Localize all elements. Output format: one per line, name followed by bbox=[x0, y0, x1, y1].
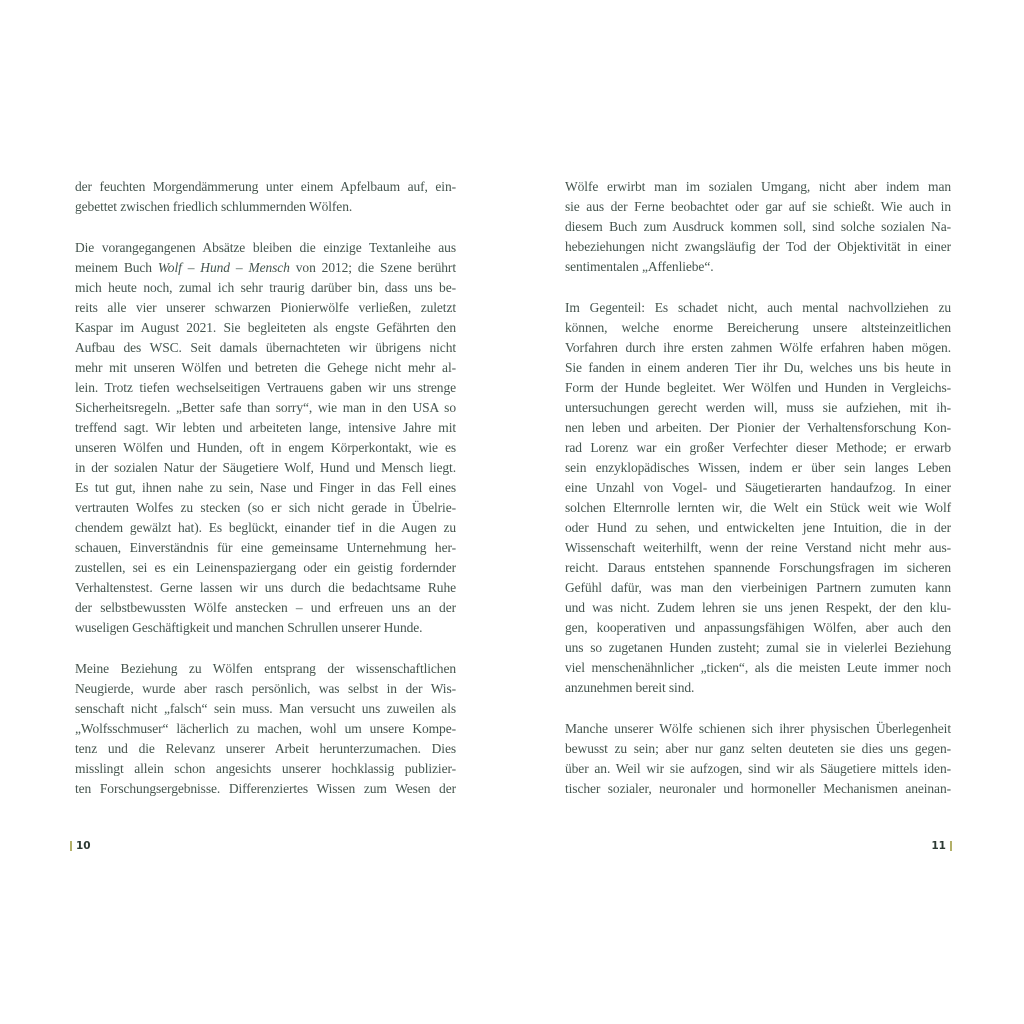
text-line bbox=[565, 177, 951, 197]
text-segment: Sicherheitsregeln. „Better safe than sorry“, wie man in den USA so bbox=[75, 400, 456, 415]
text-segment: rad Lorenz war ein großer Verfechter dieser Methode; er erwarb bbox=[565, 440, 951, 455]
text-segment: untersuchungen gerecht werden will, muss sie aufziehen, mit ih- bbox=[565, 400, 951, 415]
text-line bbox=[75, 418, 456, 438]
text-line bbox=[565, 298, 951, 318]
text-segment: eine Unzahl von Vogel- und Säugetierarten handaufzog. In einer bbox=[565, 480, 951, 495]
text-line bbox=[565, 719, 951, 739]
text-segment: sentimentalen „Affenliebe“. bbox=[565, 259, 714, 274]
text-line bbox=[565, 678, 951, 698]
text-segment: tenz und die Relevanz unserer Arbeit herunterzumachen. Dies bbox=[75, 741, 456, 756]
text-segment: Aufbau des WSC. Seit damals übernachteten wir übrigens nicht bbox=[75, 340, 456, 355]
text-segment: diesem Buch zum Ausdruck kommen soll, sind solche sozialen Na- bbox=[565, 219, 951, 234]
right-page-number: 11 bbox=[931, 840, 946, 852]
text-line bbox=[565, 578, 951, 598]
text-line bbox=[75, 679, 456, 699]
text-segment: Neugierde, wurde aber rasch persönlich, was selbst in der Wis- bbox=[75, 681, 456, 696]
text-line bbox=[75, 558, 456, 578]
text-segment: reicht. Daraus entstehen spannende Forschungsfragen im sicheren bbox=[565, 560, 951, 575]
text-segment: von 2012; die Szene berührt bbox=[289, 260, 456, 275]
text-line bbox=[75, 618, 456, 638]
text-line bbox=[565, 358, 951, 378]
text-segment: und was nicht. Zudem lehren sie uns jenen Respekt, der den klu- bbox=[565, 600, 951, 615]
text-line bbox=[565, 257, 951, 277]
text-line bbox=[565, 338, 951, 358]
paragraph bbox=[75, 177, 456, 217]
text-segment: wuseligen Geschäftigkeit und manchen Schrullen unserer Hunde. bbox=[75, 620, 423, 635]
text-segment: nen leben und arbeiten. Der Pionier der Verhaltensforschung Kon- bbox=[565, 420, 951, 435]
text-segment: uns so zugetanen Hunden zusteht; zumal sie in vielerlei Beziehung bbox=[565, 640, 951, 655]
text-line bbox=[75, 779, 456, 799]
text-segment: Gefühl dafür, was man den vierbeinigen Partnern zumuten kann bbox=[565, 580, 951, 595]
text-line bbox=[75, 598, 456, 618]
left-page-text bbox=[75, 177, 456, 799]
right-page-text bbox=[565, 177, 951, 799]
paragraph bbox=[75, 238, 456, 638]
text-line bbox=[565, 518, 951, 538]
text-line bbox=[565, 618, 951, 638]
text-line bbox=[75, 578, 456, 598]
text-segment: Manche unserer Wölfe schienen sich ihrer physischen Überlegenheit bbox=[565, 721, 951, 736]
text-line bbox=[75, 197, 456, 217]
left-page-number: 10 bbox=[76, 840, 91, 852]
text-segment: in der sozialen Natur der Säugetiere Wolf, Hund und Mensch liegt. bbox=[75, 460, 456, 475]
text-segment: reits alle vier unserer schwarzen Pionierwölfe verließen, zuletzt bbox=[75, 300, 456, 315]
text-line bbox=[565, 237, 951, 257]
text-segment: Wissenschaft weiterhilft, wenn der reine Verstand nicht mehr aus- bbox=[565, 540, 951, 555]
text-line bbox=[75, 739, 456, 759]
text-line bbox=[75, 659, 456, 679]
text-segment: Meine Beziehung zu Wölfen entsprang der wissenschaftlichen bbox=[75, 661, 456, 676]
text-line bbox=[75, 538, 456, 558]
text-line bbox=[565, 779, 951, 799]
text-segment: sie aus der Ferne beobachtet oder gar auf sie schießt. Wie auch in bbox=[565, 199, 951, 214]
paragraph bbox=[565, 719, 951, 799]
text-segment: der feuchten Morgendämmerung unter einem Apfelbaum auf, ein- bbox=[75, 179, 456, 194]
text-line bbox=[565, 458, 951, 478]
text-line bbox=[565, 438, 951, 458]
text-segment: misslingt allein schon angesichts unserer hochklassig publizier- bbox=[75, 761, 456, 776]
text-line bbox=[565, 318, 951, 338]
text-line bbox=[75, 358, 456, 378]
text-segment: gen, kooperativen und anpassungsfähigen Wölfen, aber auch den bbox=[565, 620, 951, 635]
text-segment: Im Gegenteil: Es schadet nicht, auch mental nachvollziehen zu bbox=[565, 300, 951, 315]
text-segment: schauen, Einverständnis für eine gemeinsame Unternehmung her- bbox=[75, 540, 456, 555]
text-segment: Form der Hunde begleitet. Wer Wölfen und Hunden in Vergleichs- bbox=[565, 380, 951, 395]
text-line bbox=[75, 238, 456, 258]
text-segment: vertrauten Wolfes zu stecken (so er sich nicht gerade in Übelrie- bbox=[75, 500, 456, 515]
text-segment: chendem gewälzt hat). Es beglückt, einander tief in die Augen zu bbox=[75, 520, 456, 535]
text-segment: meinem Buch bbox=[75, 260, 158, 275]
text-line bbox=[565, 418, 951, 438]
text-line bbox=[565, 378, 951, 398]
text-segment: mich heute noch, zumal ich sehr traurig darüber bin, dass uns be- bbox=[75, 280, 456, 295]
text-segment: Es tut gut, ihnen nahe zu sein, Nase und Finger in das Fell eines bbox=[75, 480, 456, 495]
text-segment: viel menschenähnlicher „ticken“, als die meisten Leute immer noch bbox=[565, 660, 951, 675]
paragraph bbox=[75, 659, 456, 799]
book-title-italic: Wolf – Hund – Mensch bbox=[157, 260, 290, 275]
text-line bbox=[75, 719, 456, 739]
paragraph bbox=[565, 177, 951, 277]
text-line bbox=[565, 759, 951, 779]
text-line bbox=[565, 538, 951, 558]
text-line bbox=[75, 338, 456, 358]
text-segment: Die vorangegangenen Absätze bleiben die einzige Textanleihe aus bbox=[75, 240, 456, 255]
text-line bbox=[565, 739, 951, 759]
text-line bbox=[75, 518, 456, 538]
text-line bbox=[565, 558, 951, 578]
text-line bbox=[565, 498, 951, 518]
text-line bbox=[565, 197, 951, 217]
text-line bbox=[565, 478, 951, 498]
text-line bbox=[565, 398, 951, 418]
text-segment: zustellen, sei es ein Leinenspaziergang oder ein geistig fordernder bbox=[75, 560, 456, 575]
text-segment: Sie fanden in einem anderen Tier ihr Du, welches uns bis heute in bbox=[565, 360, 951, 375]
text-line bbox=[75, 318, 456, 338]
text-line bbox=[75, 438, 456, 458]
text-segment: solchen Elternrolle lernten wir, die Welt ein Stück weit wie Wolf bbox=[565, 500, 951, 515]
text-segment: tischer sozialer, neuronaler und hormoneller Mechanismen aneinan- bbox=[565, 781, 951, 796]
text-line bbox=[565, 598, 951, 618]
text-segment: Wölfe erwirbt man im sozialen Umgang, nicht aber indem man bbox=[565, 179, 951, 194]
text-segment: bewusst zu sein; aber nur ganz selten deuteten sie dies uns gegen- bbox=[565, 741, 951, 756]
text-line bbox=[565, 217, 951, 237]
text-segment: Verhaltenstest. Gerne lassen wir uns durch die bedachtsame Ruhe bbox=[75, 580, 456, 595]
page-number-bar bbox=[70, 841, 72, 851]
paragraph bbox=[565, 298, 951, 698]
text-segment: hebeziehungen nicht zwangsläufig der Tod der Objektivität in einer bbox=[565, 239, 951, 254]
right-page-footer bbox=[931, 839, 952, 853]
text-line bbox=[565, 638, 951, 658]
text-segment: mehr mit unseren Wölfen und betreten die Gehege nicht mehr al- bbox=[75, 360, 456, 375]
text-segment: gebettet zwischen friedlich schlummernden Wölfen. bbox=[75, 199, 353, 214]
text-line bbox=[75, 258, 456, 278]
text-segment: „Wolfsschmuser“ lächerlich zu machen, wohl um unsere Kompe- bbox=[75, 721, 456, 736]
text-segment: der selbstbewussten Wölfe anstecken – und erfreuen uns an der bbox=[75, 600, 456, 615]
text-line bbox=[75, 699, 456, 719]
text-line bbox=[75, 478, 456, 498]
text-segment: ten Forschungsergebnisse. Differenziertes Wissen zum Wesen der bbox=[75, 781, 456, 796]
text-segment: unseren Wölfen und Hunden, oft in engem Körperkontakt, wie es bbox=[75, 440, 456, 455]
text-line bbox=[75, 458, 456, 478]
text-segment: lein. Trotz tiefen wechselseitigen Vertrauens gaben wir uns strenge bbox=[75, 380, 456, 395]
text-segment: sein enzyklopädisches Wissen, indem er über sein langes Leben bbox=[565, 460, 951, 475]
text-line bbox=[565, 658, 951, 678]
text-line bbox=[75, 498, 456, 518]
text-segment: Vorfahren durch ihre ersten zahmen Wölfe erfahren haben mögen. bbox=[565, 340, 951, 355]
text-segment: Kaspar im August 2021. Sie begleiteten als engste Gefährten den bbox=[75, 320, 456, 335]
page-number-bar bbox=[950, 841, 952, 851]
text-segment: anzunehmen bereit sind. bbox=[565, 680, 695, 695]
text-segment: können, welche enorme Bereicherung unsere altsteinzeitlichen bbox=[565, 320, 951, 335]
text-line bbox=[75, 177, 456, 197]
text-segment: treffend sagt. Wir lebten und arbeiteten lange, intensive Jahre mit bbox=[75, 420, 456, 435]
text-line bbox=[75, 398, 456, 418]
text-segment: oder Hund zu sehen, und entwickelten jene Intuition, die in der bbox=[565, 520, 951, 535]
text-line bbox=[75, 298, 456, 318]
text-line bbox=[75, 378, 456, 398]
left-page-footer bbox=[70, 839, 91, 853]
text-line bbox=[75, 278, 456, 298]
text-line bbox=[75, 759, 456, 779]
text-segment: senschaft nicht „falsch“ sein muss. Man versucht uns zuweilen als bbox=[75, 701, 456, 716]
text-segment: über an. Weil wir sie aufzogen, sind wir als Säugetiere mittels iden- bbox=[565, 761, 951, 776]
